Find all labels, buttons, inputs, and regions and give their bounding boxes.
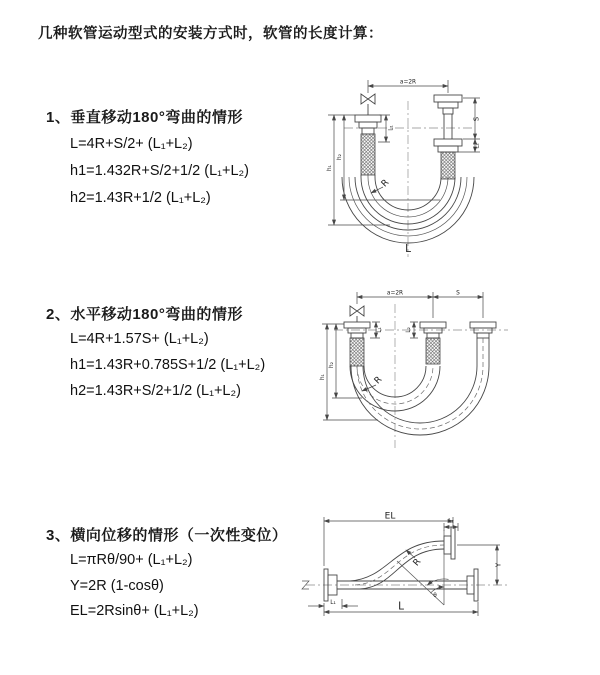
section-2-formula-h1: h1=1.43R+0.785S+1/2 (L₁+L₂) xyxy=(70,357,266,373)
dimension-el xyxy=(324,512,453,567)
angle-label: θ xyxy=(433,593,437,599)
braided-hose-right xyxy=(441,152,455,179)
valve-icon xyxy=(361,94,375,115)
right-pipe-fitting xyxy=(434,95,462,179)
dim-label-l: L xyxy=(398,600,404,613)
braided-hose-middle xyxy=(426,338,440,364)
section-1-heading: 1、垂直移动180°弯曲的情形 xyxy=(46,109,243,126)
dim-label-h2: h₂ xyxy=(337,154,343,160)
dim-label-l2: L₂ xyxy=(406,327,412,333)
braided-hose-left xyxy=(361,134,375,175)
section-2-formula-L: L=4R+1.57S+ (L₁+L₂) xyxy=(70,331,209,347)
braided-hose-left xyxy=(350,338,364,366)
dim-label-s: S xyxy=(456,290,460,297)
dimension-h1-h2 xyxy=(320,324,378,420)
dim-label-l1: L₁ xyxy=(388,125,395,131)
section-1-formula-h1: h1=1.432R+S/2+1/2 (L₁+L₂) xyxy=(70,163,250,179)
u-hose-arcs xyxy=(350,338,489,435)
dim-label-l1: L₁ xyxy=(330,600,336,606)
page-title: 几种软管运动型式的安装方式时，软管的长度计算： xyxy=(38,26,383,42)
diagram-horizontal-180-bend xyxy=(300,280,590,460)
pipe-fittings xyxy=(344,322,496,366)
diagram-lateral-displacement xyxy=(298,500,598,650)
dimension-a-2r xyxy=(368,80,448,94)
dimension-s xyxy=(458,98,481,152)
dim-label-h1: h₁ xyxy=(327,165,333,171)
section-2-formula-h2: h2=1.43R+S/2+1/2 (L₁+L₂) xyxy=(70,383,241,399)
left-pipe-fitting xyxy=(355,115,381,175)
dimension-l xyxy=(324,601,478,617)
dim-label-l1: L₁ xyxy=(377,327,383,333)
displaced-hose-curve xyxy=(350,527,455,589)
dim-label-s: S xyxy=(472,116,481,122)
dim-label-y: Y xyxy=(494,562,503,568)
section-2-heading: 2、水平移动180°弯曲的情形 xyxy=(46,306,243,323)
dimension-l2 xyxy=(406,322,418,338)
dim-label-h1: h₁ xyxy=(320,374,326,380)
valve-icon xyxy=(350,306,364,322)
dim-label-a2r: a=2R xyxy=(386,290,404,297)
radius-callout xyxy=(406,550,423,568)
diagram-vertical-180-bend xyxy=(300,65,590,265)
dimension-y xyxy=(457,545,503,585)
centerlines xyxy=(334,304,508,448)
section-3-heading: 3、横向位移的情形（一次性变位） xyxy=(46,527,288,544)
section-3-formula-L: L=πRθ/90+ (L₁+L₂) xyxy=(70,552,193,568)
length-label: L xyxy=(405,243,411,255)
dim-label-h2: h₂ xyxy=(329,362,335,368)
section-1-formula-h2: h2=1.43R+1/2 (L₁+L₂) xyxy=(70,190,211,206)
dimension-l1 xyxy=(308,599,358,609)
radius-callout xyxy=(371,178,391,193)
dim-label-el: EL xyxy=(384,511,396,522)
radius-label: R xyxy=(411,557,424,569)
dimension-l1 xyxy=(378,115,395,142)
radius-label: R xyxy=(379,177,392,190)
dim-label-a2r: a=2R xyxy=(399,79,417,86)
dim-label-l2: L₂ xyxy=(448,518,454,525)
dim-label-l2: L₂ xyxy=(474,143,481,149)
radius-label: R xyxy=(372,374,385,387)
section-3-formula-EL: EL=2Rsinθ+ (L₁+L₂) xyxy=(70,603,199,619)
dimension-a-2r xyxy=(357,291,483,319)
section-1-formula-L: L=4R+S/2+ (L₁+L₂) xyxy=(70,136,193,152)
section-3-formula-Y: Y=2R (1-cosθ) xyxy=(70,578,164,594)
